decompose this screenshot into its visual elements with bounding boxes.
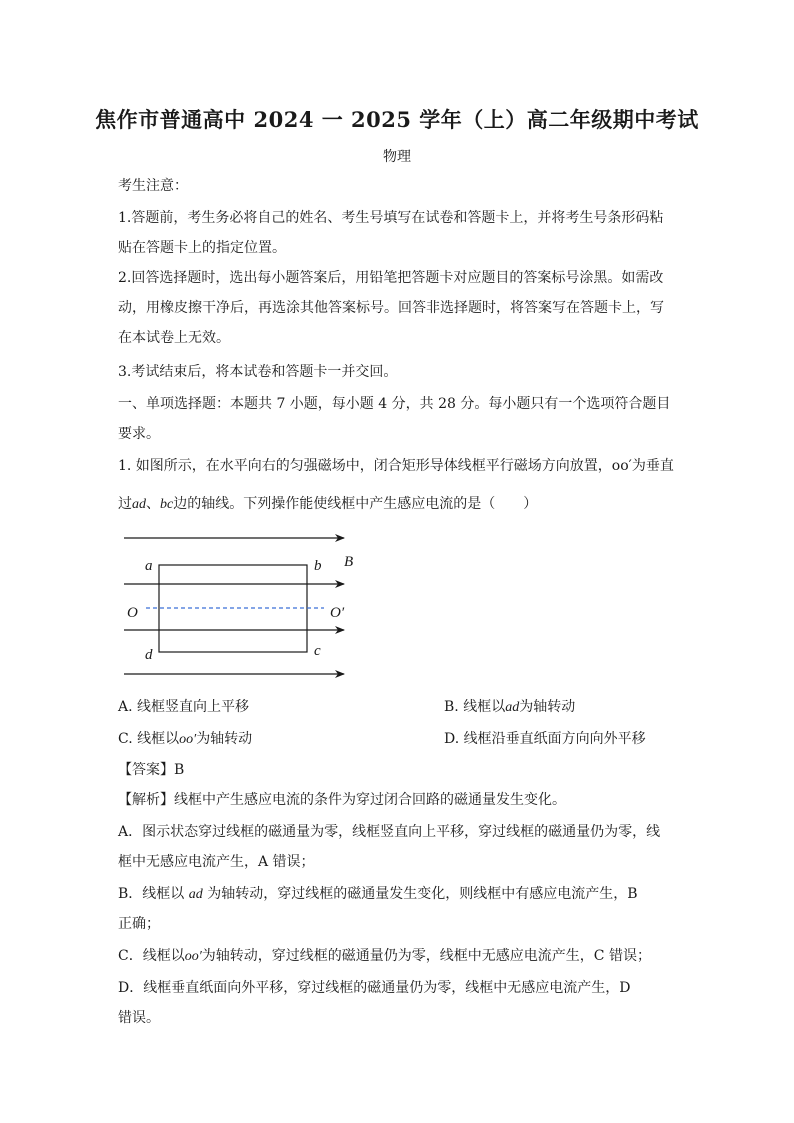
notice-heading: 考生注意： [118, 178, 188, 194]
label-c: c [314, 643, 321, 659]
option-d: D. 线框沿垂直纸面方向向外平移 [444, 731, 646, 747]
section-heading-line-2: 要求。 [118, 426, 160, 442]
label-d: d [145, 647, 153, 663]
option-b-var: ad [505, 700, 520, 715]
analysis-a-line-1: A．图示状态穿过线框的磁通量为零，线框竖直向上平移，穿过线框的磁通量仍为零，线 [118, 824, 661, 840]
notice-item-1-line-1: 1.答题前，考生务必将自己的姓名、考生号填写在试卷和答题卡上，并将考生号条形码粘 [118, 210, 664, 226]
notice-item-1-line-2: 贴在答题卡上的指定位置。 [118, 240, 286, 256]
label-O: O [127, 605, 138, 621]
var-ad: ad [132, 497, 146, 512]
analysis-intro: 【解析】线框中产生感应电流的条件为穿过闭合回路的磁通量发生变化。 [118, 792, 566, 808]
option-c-post: 为轴转动 [196, 731, 253, 747]
analysis-c-pre: C．线框以 [118, 948, 185, 964]
answer-label: 【答案】B [118, 762, 185, 778]
question-1-line-1: 1. 如图所示，在水平向右的匀强磁场中，闭合矩形导体线框平行磁场方向放置，oo′为垂直 [118, 458, 674, 474]
option-b [444, 696, 575, 716]
option-c [118, 728, 252, 748]
subject-label: 物理 [383, 149, 411, 165]
analysis-d-line-2: 错误。 [118, 1010, 160, 1026]
var-bc: bc [160, 497, 174, 512]
option-c-pre: C. 线框以 [118, 731, 180, 747]
section-heading-line-1: 一、单项选择题：本题共 7 小题，每小题 4 分，共 28 分。每小题只有一个选项符合题目 [118, 396, 671, 412]
analysis-b-line-2: 正确； [118, 916, 160, 932]
analysis-b-pre: B．线框以 [118, 886, 189, 902]
label-a: a [145, 558, 153, 574]
analysis-c-line [118, 946, 651, 967]
option-c-var: oo′ [179, 732, 197, 747]
question-text-sep: 、 [146, 496, 160, 512]
label-b: b [314, 558, 322, 574]
analysis-c-post: 为轴转动，穿过线框的磁通量仍为零，线框中无感应电流产生，C 错误； [201, 948, 651, 964]
analysis-c-var: oo′ [184, 949, 202, 964]
notice-item-2-line-3: 在本试卷上无效。 [118, 330, 230, 346]
option-a: A. 线框竖直向上平移 [118, 699, 250, 715]
analysis-b-line-1 [118, 884, 638, 905]
label-O-prime: O′ [330, 605, 345, 621]
notice-item-2-line-1: 2.回答选择题时，选出每小题答案后，用铅笔把答题卡对应题目的答案标号涂黑。如需改 [118, 270, 664, 286]
option-b-post: 为轴转动 [519, 699, 576, 715]
analysis-a-line-2: 框中无感应电流产生，A 错误； [118, 854, 315, 870]
question-1-line-2 [118, 494, 537, 515]
question-text-post: 边的轴线。下列操作能使线框中产生感应电流的是（ ） [173, 496, 538, 512]
magnetic-field-figure [110, 528, 370, 686]
question-text-pre: 过 [118, 496, 132, 512]
page-title: 焦作市普通高中 2024 一 2025 学年（上）高二年级期中考试 [95, 107, 699, 132]
analysis-b-post: 为轴转动，穿过线框的磁通量发生变化，则线框中有感应电流产生，B [202, 886, 638, 902]
analysis-d-line-1: D．线框垂直纸面向外平移，穿过线框的磁通量仍为零，线框中无感应电流产生，D [118, 980, 631, 996]
option-b-pre: B. 线框以 [444, 699, 506, 715]
label-B: B [344, 554, 354, 570]
notice-item-2-line-2: 动，用橡皮擦干净后，再选涂其他答案标号。回答非选择题时，将答案写在答题卡上，写 [118, 300, 664, 316]
notice-item-3: 3.考试结束后，将本试卷和答题卡一并交回。 [118, 364, 398, 380]
analysis-b-var: ad [188, 887, 203, 902]
